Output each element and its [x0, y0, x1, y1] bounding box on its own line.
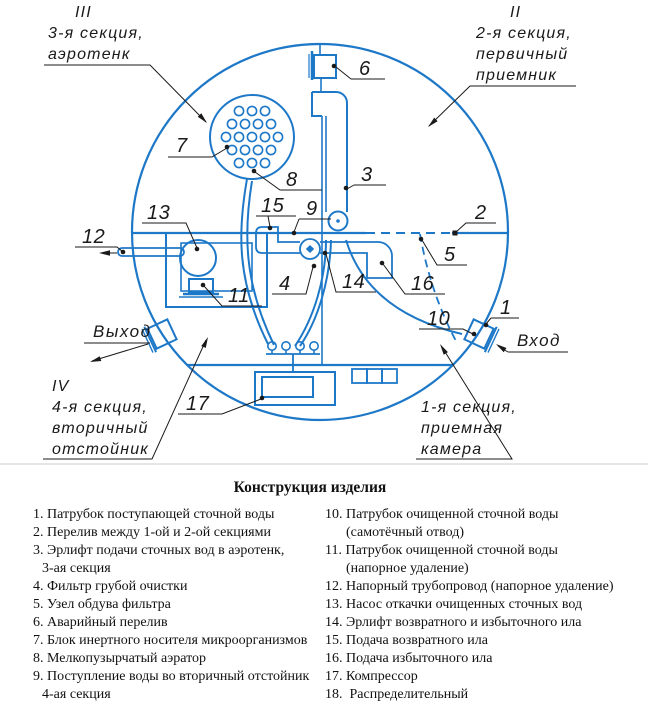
section-2-numeral: II: [510, 4, 522, 21]
emergency-overflow-fitting: [309, 44, 336, 92]
distribution-block: [352, 369, 397, 383]
legend-item-2: 2. Перелив между 1-ой и 2-ой секциями: [33, 525, 271, 540]
airlift-pipe: [312, 92, 348, 365]
compressor: [255, 372, 335, 405]
callout-7: 7: [176, 135, 188, 157]
pressure-pipe: [118, 248, 184, 256]
legend-title: Конструкция изделия: [233, 479, 387, 496]
air-nozzle-manifold: [266, 342, 320, 372]
legend-item-10: 10. Патрубок очищенной сточной воды: [325, 507, 559, 522]
callout-10: 10: [427, 308, 451, 330]
legend-item-13: 13. Насос откачки очищенных сточных вод: [325, 597, 583, 612]
section-3-line2: аэротенк: [48, 46, 131, 63]
inert-carrier-block: [210, 95, 294, 179]
callout-9: 9: [306, 198, 318, 220]
section-3-numeral: III: [75, 4, 92, 21]
legend-item-16: 16. Подача избыточного ила: [325, 651, 493, 666]
legend-item-10-cont: (самотёчный отвод): [346, 525, 465, 540]
section-4-line1: 4-я секция,: [52, 399, 148, 416]
legend-item-6: 6. Аварийный перелив: [33, 615, 168, 630]
legend-item-17: 17. Компрессор: [325, 669, 418, 684]
section-3-line1: 3-я секция,: [48, 25, 144, 42]
legend-item-9-cont: 4-ая секция: [42, 687, 111, 702]
legend-right-column: [325, 506, 648, 704]
callout-2: 2: [475, 202, 487, 224]
section-4-line3: отстойник: [52, 441, 150, 458]
outlet-label: Выход: [93, 322, 152, 341]
callout-12: 12: [82, 226, 106, 248]
section-1-line3: камера: [421, 441, 483, 458]
callout-6: 6: [359, 58, 371, 80]
legend-item-8: 8. Мелкопузырчатый аэратор: [33, 651, 207, 666]
callout-leaders: [75, 64, 519, 414]
legend-item-1: 1. Патрубок поступающей сточной воды: [33, 507, 275, 522]
inlet-label: Вход: [517, 331, 561, 350]
callout-11: 11: [228, 285, 250, 307]
legend-item-18: 18. Распределительный: [325, 687, 469, 702]
section-4-line2: вторичный: [52, 420, 149, 437]
callout-17: 17: [186, 393, 210, 415]
legend-item-12: 12. Напорный трубопровод (напорное удаление): [325, 579, 614, 594]
legend-item-14: 14. Эрлифт возвратного и избыточного ила: [325, 615, 582, 630]
section-4-numeral: IV: [52, 378, 70, 395]
callout-1: 1: [500, 297, 512, 319]
legend-item-3-cont: 3-ая секция: [42, 561, 111, 576]
section-1-line1: 1-я секция,: [421, 399, 517, 416]
legend-item-15: 15. Подача возвратного ила: [325, 633, 488, 648]
pump-circle: [180, 240, 216, 276]
legend-item-3: 3. Эрлифт подачи сточных вод в аэротенк,: [33, 543, 285, 558]
callout-4: 4: [279, 273, 291, 295]
aerator-holes: [221, 106, 282, 167]
section-2-line2: первичный: [476, 46, 569, 63]
callout-14: 14: [342, 271, 366, 293]
section-labels: [48, 4, 572, 458]
section-2-line1: 2-я секция,: [476, 25, 572, 42]
tank-structure: [118, 44, 508, 420]
legend-item-4: 4. Фильтр грубой очистки: [33, 579, 188, 594]
callout-3: 3: [361, 164, 373, 186]
callout-15: 15: [261, 195, 285, 217]
legend-item-11-cont: (напорное удаление): [346, 561, 469, 576]
callout-numbers: [82, 58, 512, 415]
callout-5: 5: [444, 244, 456, 266]
callout-8: 8: [286, 169, 298, 191]
callout-13: 13: [147, 202, 171, 224]
legend-item-7: 7. Блок инертного носителя микроорганизмов: [33, 633, 308, 648]
callout-16: 16: [411, 273, 435, 295]
section-2-line3: приемник: [476, 67, 558, 84]
legend-item-5: 5. Узел обдува фильтра: [33, 597, 171, 612]
legend-item-11: 11. Патрубок очищенной сточной воды: [325, 543, 558, 558]
section-1-line2: приемная: [421, 420, 504, 437]
legend-item-9: 9. Поступление воды во вторичный отстойник: [33, 669, 310, 684]
legend-left-column: [33, 506, 320, 704]
